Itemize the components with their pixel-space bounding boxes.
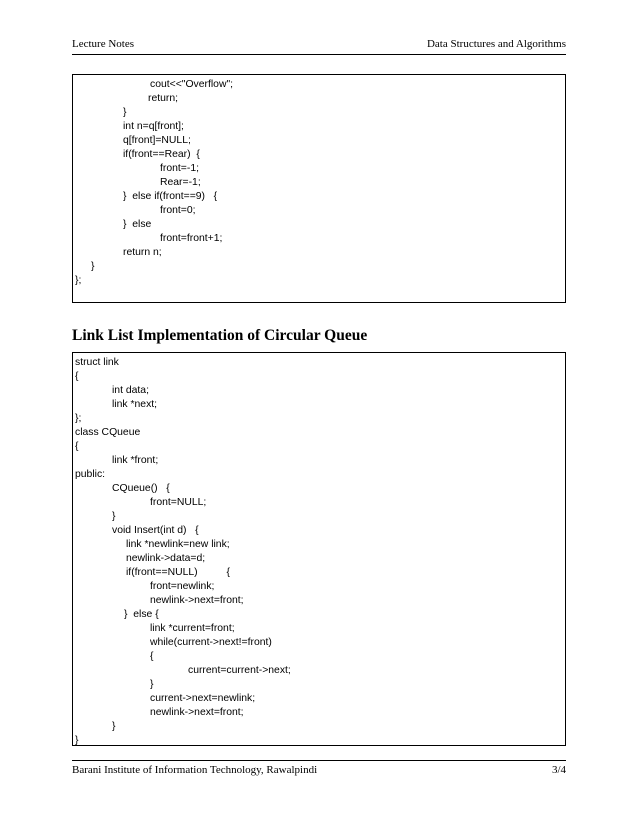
code-line: front=front+1; xyxy=(160,233,223,244)
code-line: } xyxy=(91,261,95,272)
code-line: front=0; xyxy=(160,205,196,216)
code-line: struct link xyxy=(75,357,119,368)
code-block-2 xyxy=(72,352,566,746)
code-line: front=-1; xyxy=(160,163,199,174)
code-line: link *current=front; xyxy=(150,623,235,634)
code-line: front=newlink; xyxy=(150,581,215,592)
code-line: { xyxy=(75,441,79,452)
code-line: newlink->next=front; xyxy=(150,595,244,606)
code-line: } xyxy=(112,721,116,732)
code-line: while(current->next!=front) xyxy=(150,637,272,648)
code-line: class CQueue xyxy=(75,427,141,438)
code-line: } xyxy=(112,511,116,522)
code-line: }; xyxy=(75,413,82,424)
code-line: if(front==Rear) { xyxy=(123,149,200,160)
code-line: }; xyxy=(75,275,82,286)
code-line: } xyxy=(150,679,154,690)
code-line: void Insert(int d) { xyxy=(112,525,199,536)
code-line: link *front; xyxy=(112,455,159,466)
code-line: return n; xyxy=(123,247,162,258)
code-line: newlink->next=front; xyxy=(150,707,244,718)
code-line: front=NULL; xyxy=(150,497,207,508)
code-line: Rear=-1; xyxy=(160,177,201,188)
footer-left: Barani Institute of Information Technology, Rawalpindi xyxy=(72,764,318,776)
code-line: link *newlink=new link; xyxy=(126,539,230,550)
page-header xyxy=(72,38,566,50)
code-line: } xyxy=(75,735,79,746)
code-line: } else if(front==9) { xyxy=(123,191,218,202)
code-line: { xyxy=(150,651,154,662)
header-left: Lecture Notes xyxy=(72,38,134,50)
header-right: Data Structures and Algorithms xyxy=(426,38,566,50)
header-rule xyxy=(72,54,566,55)
code-line: link *next; xyxy=(112,399,158,410)
page-number: 3/4 xyxy=(551,764,566,776)
code-line: if(front==NULL) { xyxy=(126,567,230,578)
code-line: cout<<"Overflow"; xyxy=(150,79,234,90)
code-line: { xyxy=(75,371,79,382)
footer-rule xyxy=(72,760,566,761)
code-line: public: xyxy=(75,469,106,480)
code-line: q[front]=NULL; xyxy=(123,135,191,146)
code-line: current->next=newlink; xyxy=(150,693,256,704)
code-line: newlink->data=d; xyxy=(126,553,206,564)
code-line: current=current->next; xyxy=(188,665,291,676)
code-line: return; xyxy=(148,93,179,104)
page-footer xyxy=(72,764,566,776)
code-line: } else { xyxy=(124,609,159,620)
code-block-1 xyxy=(72,74,566,303)
code-line: CQueue() { xyxy=(112,483,170,494)
code-line: } else xyxy=(123,219,152,230)
code-line: int n=q[front]; xyxy=(123,121,184,132)
code-line: int data; xyxy=(112,385,149,396)
section-title: Link List Implementation of Circular Queue xyxy=(72,327,368,344)
code-line: } xyxy=(123,107,127,118)
